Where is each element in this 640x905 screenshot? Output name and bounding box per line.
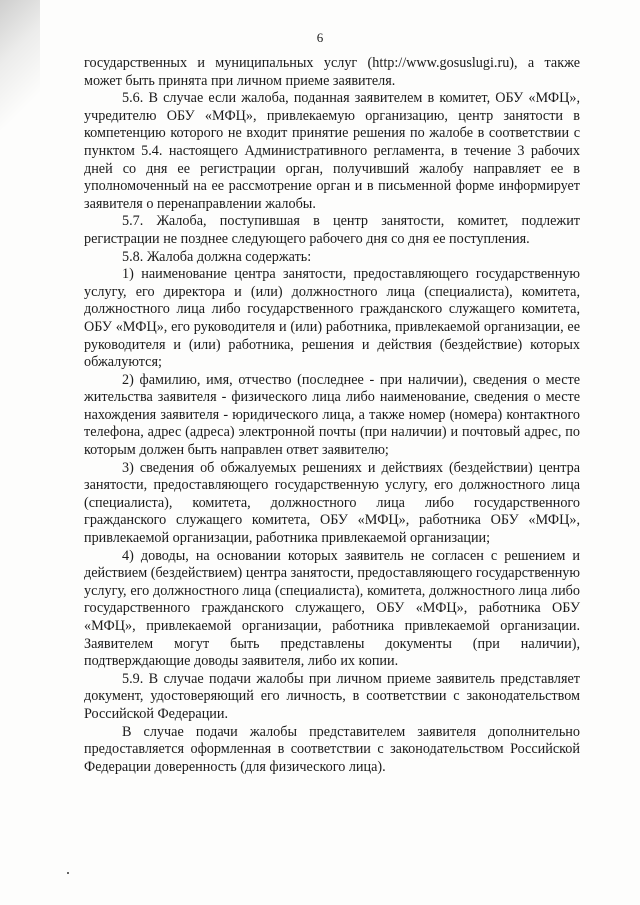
paragraph-representative: В случае подачи жалобы представителем заявителя дополнительно предоставляется оформленная в соответствии с законодательством Российской Федерации доверенность (для физического лица). bbox=[84, 723, 580, 775]
list-item-1: 1) наименование центра занятости, предоставляющего государственную услугу, его директора и (или) должностного лица (специалиста), комитета, должностного лица либо государственного гражданского служащего комитета, ОБУ «МФЦ», его руководителя и (или) работника, привлекаемой организации, ее руководителя и (или) работника, решения и действия (бездействие) которых обжалуются; bbox=[84, 266, 580, 371]
paragraph-continuation: государственных и муниципальных услуг (http://www.gosuslugi.ru), а также может быть принята при личном приеме заявителя. bbox=[84, 55, 580, 89]
paragraph-5-9: 5.9. В случае подачи жалобы при личном приеме заявитель представляет документ, удостоверяющий его личность, в соответствии с законодательством Российской Федерации. bbox=[84, 670, 580, 722]
scan-speck bbox=[67, 872, 69, 874]
paragraph-5-6: 5.6. В случае если жалоба, поданная заявителем в комитет, ОБУ «МФЦ», учредителю ОБУ «МФЦ», привлекаемую организацию, центр занятости в компетенцию которого не входит принятие решения по жалобе в соответствии с пунктом 5.4. настоящего Административного регламента, в течение 3 рабочих дней со дня ее регистрации орган, получивший жалобу направляет ее в уполномоченный на ее рассмотрение орган и в письменной форме информирует заявителя о перенаправлении жалобы. bbox=[84, 90, 580, 212]
page-number: 6 bbox=[316, 30, 324, 45]
paragraph-5-7: 5.7. Жалоба, поступившая в центр занятости, комитет, подлежит регистрации не позднее следующего рабочего дня со дня ее поступления. bbox=[84, 213, 580, 247]
list-item-4: 4) доводы, на основании которых заявитель не согласен с решением и действием (бездействием) центра занятости, предоставляющего государственную услугу, его должностного лица (специалиста), комитета, должностного лица либо государственного гражданского служащего, ОБУ «МФЦ», работника ОБУ «МФЦ», привлекаемой организации, работника привлекаемой организации. Заявителем могут быть представлены документы (при наличии), подтверждающие доводы заявителя, либо их копии. bbox=[84, 547, 580, 670]
document-body bbox=[84, 55, 580, 776]
list-item-3: 3) сведения об обжалуемых решениях и действиях (бездействии) центра занятости, предоставляющего государственную услугу, его должностного лица (специалиста), комитета, должностного лица либо государственного гражданского служащего комитета, ОБУ «МФЦ», работника ОБУ «МФЦ», привлекаемой организации, работника привлекаемой организации; bbox=[84, 459, 580, 547]
list-item-2: 2) фамилию, имя, отчество (последнее - при наличии), сведения о месте жительства заявителя - физического лица либо наименование, сведения о месте нахождения заявителя - юридического лица, а также номер (номера) контактного телефона, адрес (адреса) электронной почты (при наличии) и почтовый адрес, по которым должен быть направлен ответ заявителю; bbox=[84, 371, 580, 459]
scan-shadow bbox=[0, 0, 40, 150]
paragraph-5-8: 5.8. Жалоба должна содержать: bbox=[122, 248, 312, 265]
